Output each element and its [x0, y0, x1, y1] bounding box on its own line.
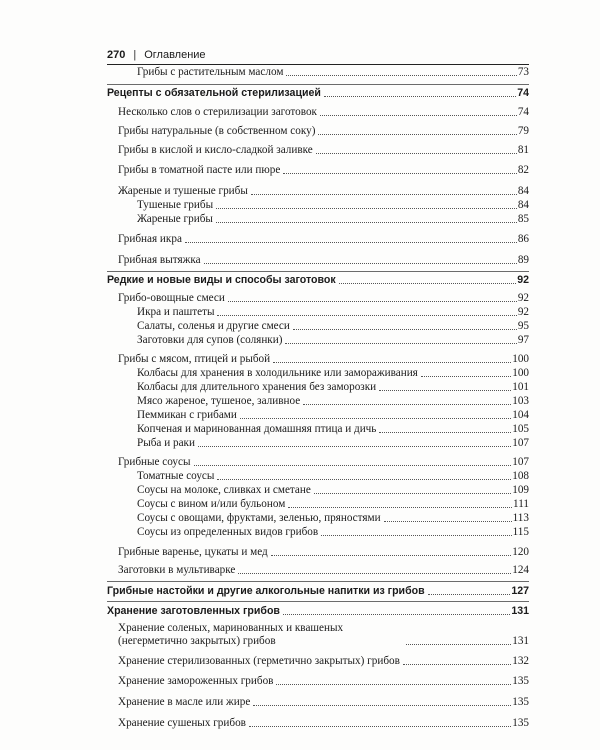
toc-page-number: 107 — [512, 437, 529, 449]
toc-entry[interactable]: Грибо-овощные смеси 92 — [118, 292, 529, 304]
section-divider — [107, 601, 529, 602]
toc-page-number: 92 — [517, 292, 529, 304]
toc-entry[interactable]: Грибная вытяжка 89 — [118, 254, 529, 266]
toc-page-number: 84 — [517, 185, 529, 197]
toc-entry[interactable]: Соусы на молоке, сливках и сметане 109 — [137, 484, 529, 496]
section-divider — [107, 581, 529, 582]
toc-entry[interactable]: Колбасы для хранения в холодильнике или замораживания 100 — [137, 367, 529, 379]
toc-entry[interactable]: Соусы с овощами, фруктами, зеленью, пряностями 113 — [137, 512, 529, 524]
toc-entry[interactable]: Соусы из определенных видов грибов 115 — [137, 526, 529, 538]
toc-page-number: 82 — [517, 164, 529, 176]
toc-page-number: 81 — [517, 144, 529, 156]
toc-page-number: 74 — [517, 106, 529, 118]
toc-page-number: 92 — [517, 274, 529, 286]
toc-page-number: 135 — [512, 675, 529, 687]
toc-entry[interactable]: Томатные соусы 108 — [137, 470, 529, 482]
toc-page-number: 104 — [512, 409, 529, 421]
toc-page-number: 97 — [517, 334, 529, 346]
toc-entry[interactable]: Заготовки в мультиварке 124 — [118, 564, 529, 576]
toc-page-number: 103 — [512, 395, 529, 407]
toc-entry[interactable]: Хранение сушеных грибов 135 — [118, 717, 529, 729]
toc-section-heading[interactable]: Редкие и новые виды и способы заготовок 92 — [107, 274, 529, 286]
toc-entry[interactable]: Грибы с растительным маслом 73 — [137, 66, 529, 78]
toc-page-number: 84 — [517, 199, 529, 211]
toc-page-number: 105 — [512, 423, 529, 435]
toc-page-number: 108 — [512, 470, 529, 482]
toc-entry[interactable]: Несколько слов о стерилизации заготовок 74 — [118, 106, 529, 118]
toc-entry[interactable]: Рыба и раки 107 — [137, 437, 529, 449]
toc-page-number: 109 — [512, 484, 529, 496]
page-number: 270 — [107, 49, 126, 61]
toc-page-number: 111 — [513, 498, 529, 510]
toc-entry[interactable]: Соусы с вином и/или бульоном 111 — [137, 498, 529, 510]
toc-entry[interactable]: Салаты, соленья и другие смеси 95 — [137, 320, 529, 332]
toc-entry[interactable]: Грибная икра 86 — [118, 233, 529, 245]
toc-entry[interactable]: Грибы с мясом, птицей и рыбой 100 — [118, 353, 529, 365]
toc-entry[interactable]: Грибы в кислой и кисло-сладкой заливке 81 — [118, 144, 529, 156]
toc-entry[interactable]: Хранение стерилизованных (герметично закрытых) грибов 132 — [118, 655, 529, 667]
toc-entry[interactable]: Икра и паштеты 92 — [137, 306, 529, 318]
toc-entry[interactable]: Жареные и тушеные грибы 84 — [118, 185, 529, 197]
header-separator: | — [133, 49, 137, 61]
toc-section-heading[interactable]: Рецепты с обязательной стерилизацией 74 — [107, 87, 529, 99]
toc-page-number: 89 — [517, 254, 529, 266]
toc-page-number: 100 — [512, 367, 529, 379]
toc-page-number: 101 — [512, 381, 529, 393]
toc-page-number: 73 — [517, 66, 529, 78]
toc-page-number: 100 — [512, 353, 529, 365]
toc-entry[interactable]: Грибы натуральные (в собственном соку) 79 — [118, 125, 529, 137]
toc-entry[interactable]: Хранение в масле или жире 135 — [118, 696, 529, 708]
toc-entry[interactable]: Грибные соусы 107 — [118, 456, 529, 468]
toc-page-number: 113 — [512, 512, 529, 524]
toc-page-number: 95 — [517, 320, 529, 332]
toc-page-number: 127 — [511, 585, 529, 597]
toc-page-number: 135 — [512, 696, 529, 708]
toc-page-number: 92 — [517, 306, 529, 318]
toc-page-number: 135 — [512, 717, 529, 729]
toc-entry[interactable]: Мясо жареное, тушеное, заливное 103 — [137, 395, 529, 407]
section-divider — [107, 84, 529, 85]
toc-entry[interactable]: Копченая и маринованная домашняя птица и дичь 105 — [137, 423, 529, 435]
toc-page-number: 131 — [511, 605, 529, 617]
toc-entry[interactable]: Пеммикан с грибами 104 — [137, 409, 529, 421]
toc-page-number: 85 — [517, 213, 529, 225]
toc-page-number: 124 — [512, 564, 529, 576]
running-title: Оглавление — [144, 49, 206, 61]
toc-page-number: 74 — [517, 87, 529, 99]
toc-page-number: 131 — [512, 635, 529, 647]
toc-entry[interactable]: Хранение соленых, маринованных и квашеных (негерметично закрытых) грибов 131 — [118, 622, 529, 647]
toc-entry[interactable]: Хранение замороженных грибов 135 — [118, 675, 529, 687]
section-divider — [107, 271, 529, 272]
toc-section-heading[interactable]: Хранение заготовленных грибов 131 — [107, 605, 529, 617]
toc-entry[interactable]: Колбасы для длительного хранения без заморозки 101 — [137, 381, 529, 393]
toc-page-number: 79 — [517, 125, 529, 137]
toc-section-heading[interactable]: Грибные настойки и другие алкогольные напитки из грибов 127 — [107, 585, 529, 597]
toc-page-number: 132 — [512, 655, 529, 667]
toc-entry[interactable]: Заготовки для супов (солянки) 97 — [137, 334, 529, 346]
toc-page-number: 107 — [512, 456, 529, 468]
toc-page-number: 115 — [512, 526, 529, 538]
toc-page-number: 86 — [517, 233, 529, 245]
toc-entry[interactable]: Тушеные грибы 84 — [137, 199, 529, 211]
toc-entry[interactable]: Грибы в томатной пасте или пюре 82 — [118, 164, 529, 176]
toc-page-number: 120 — [512, 546, 529, 558]
toc-entry[interactable]: Жареные грибы 85 — [137, 213, 529, 225]
toc-entry[interactable]: Грибные варенье, цукаты и мед 120 — [118, 546, 529, 558]
